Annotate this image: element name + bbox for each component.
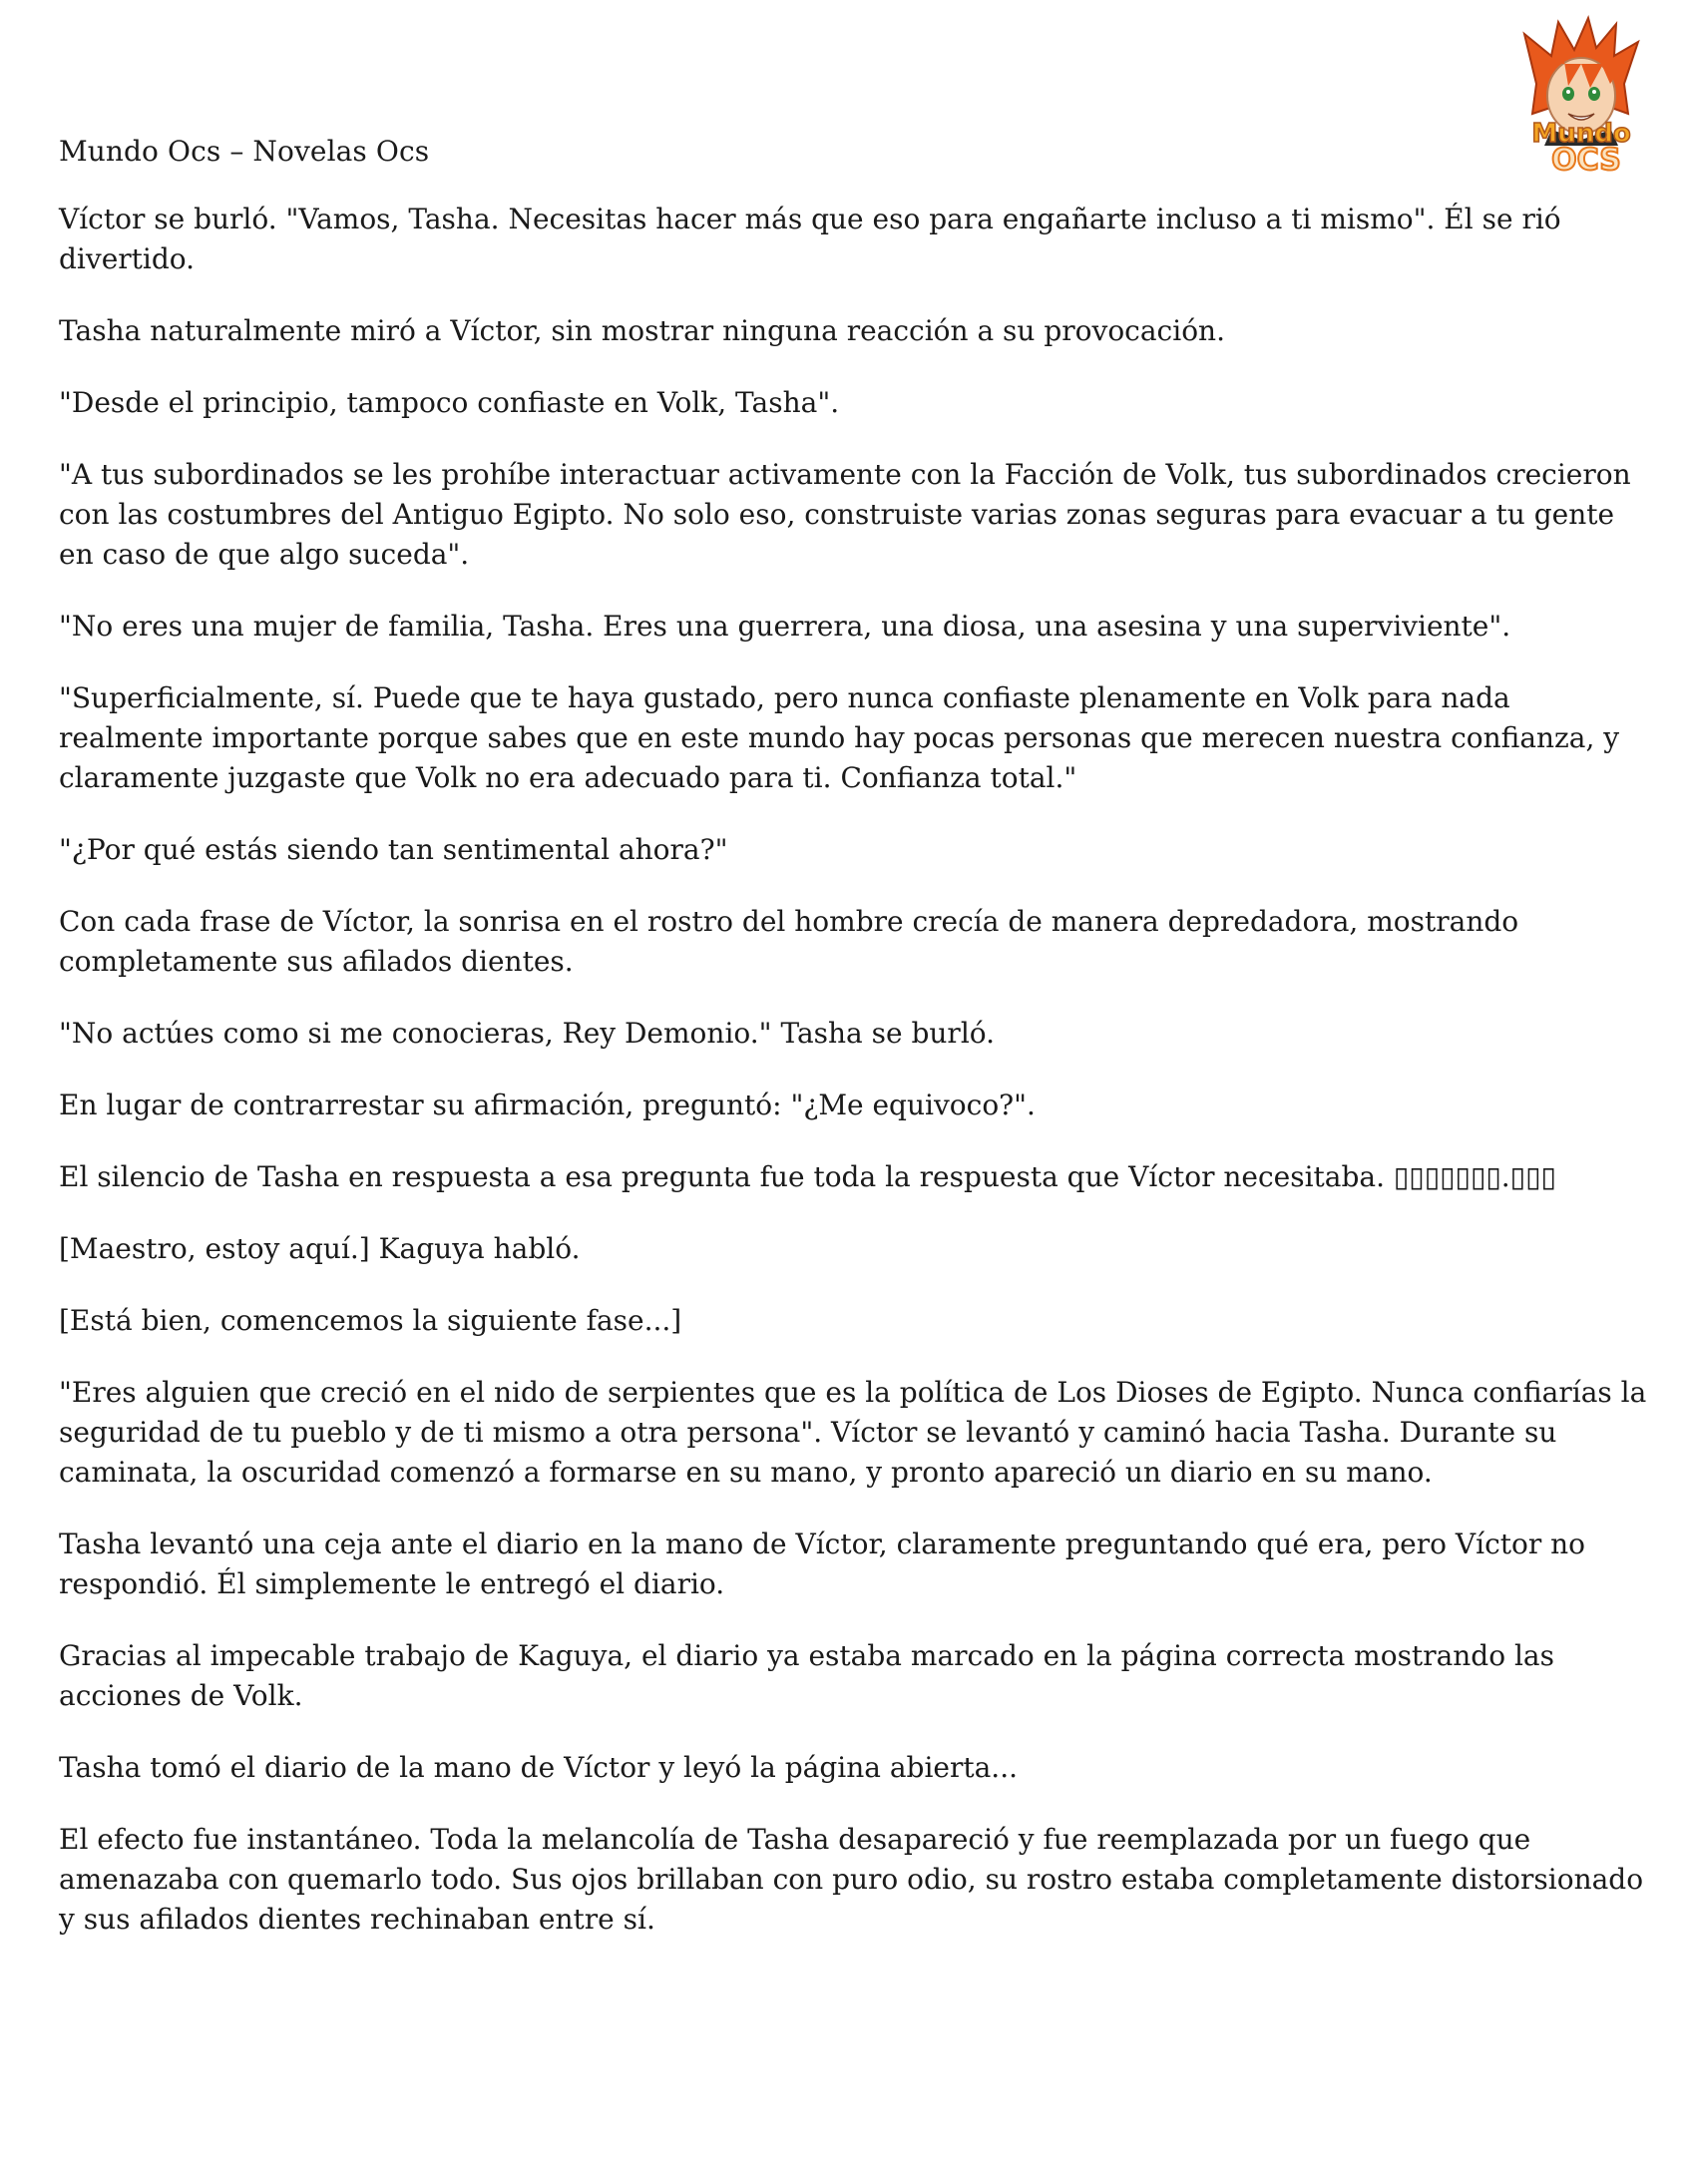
mundo-ocs-logo: [1506, 14, 1656, 174]
paragraph: Tasha levantó una ceja ante el diario en la mano de Víctor, claramente preguntando qué era, pero Víctor no respondió. Él simplemente le entregó el diario.: [59, 1528, 1586, 1600]
paragraph: "Superficialmente, sí. Puede que te haya gustado, pero nunca confiaste plenamente en Volk para nada realmente importante porque sabes que en este mundo hay pocas personas que merecen nuestra confianza, y claramente juzgaste que Volk no era adecuado para ti. Confianza total.": [59, 681, 1620, 794]
paragraph: Tasha tomó el diario de la mano de Víctor y leyó la página abierta...: [59, 1751, 1018, 1784]
paragraph: El efecto fue instantáneo. Toda la melancolía de Tasha desapareció y fue reemplazada por un fuego que amenazaba con quemarlo todo. Sus ojos brillaban con puro odio, su rostro estaba completamente distorsionado y sus afilados dientes rechinaban entre sí.: [59, 1823, 1644, 1936]
logo-text-line1: Mundo: [1531, 119, 1631, 149]
paragraph: [Está bien, comencemos la siguiente fase...]: [59, 1304, 682, 1337]
paragraph: "Desde el principio, tampoco confiaste en Volk, Tasha".: [59, 386, 840, 419]
paragraph: El silencio de Tasha en respuesta a esa pregunta fue toda la respuesta que Víctor necesitaba. ▯▯▯▯▯▯▯.▯▯▯: [59, 1160, 1556, 1193]
paragraph: "¿Por qué estás siendo tan sentimental ahora?": [59, 833, 728, 866]
logo-graphic: [1506, 14, 1656, 174]
paragraph: [Maestro, estoy aquí.] Kaguya habló.: [59, 1232, 581, 1265]
paragraph: "A tus subordinados se les prohíbe interactuar activamente con la Facción de Volk, tus subordinados crecieron con las costumbres del Antiguo Egipto. No solo eso, construiste varias zonas seguras para evacuar a tu gente en caso de que algo suceda".: [59, 458, 1631, 571]
paragraph: "No eres una mujer de familia, Tasha. Eres una guerrera, una diosa, una asesina y una superviviente".: [59, 610, 1511, 643]
paragraph: Tasha naturalmente miró a Víctor, sin mostrar ninguna reacción a su provocación.: [59, 314, 1225, 347]
logo-text-line2: OCS: [1551, 143, 1621, 174]
paragraph: Víctor se burló. "Vamos, Tasha. Necesitas hacer más que eso para engañarte incluso a ti mismo". Él se rió divertido.: [59, 203, 1561, 275]
paragraph: "No actúes como si me conocieras, Rey Demonio." Tasha se burló.: [59, 1017, 996, 1050]
document-body: [59, 200, 1655, 1971]
document-header: Mundo Ocs – Novelas Ocs: [59, 135, 430, 168]
paragraph: Gracias al impecable trabajo de Kaguya, el diario ya estaba marcado en la página correcta mostrando las acciones de Volk.: [59, 1639, 1554, 1712]
paragraph: En lugar de contrarrestar su afirmación, preguntó: "¿Me equivoco?".: [59, 1089, 1036, 1121]
paragraph: Con cada frase de Víctor, la sonrisa en el rostro del hombre crecía de manera depredadora, mostrando completamente sus afilados dientes.: [59, 905, 1519, 978]
paragraph: "Eres alguien que creció en el nido de serpientes que es la política de Los Dioses de Egipto. Nunca confiarías la seguridad de tu pueblo y de ti mismo a otra persona". Víctor se levantó y caminó hacia Tasha. Durante su caminata, la oscuridad comenzó a formarse en su mano, y pronto apareció un diario en su mano.: [59, 1376, 1647, 1489]
